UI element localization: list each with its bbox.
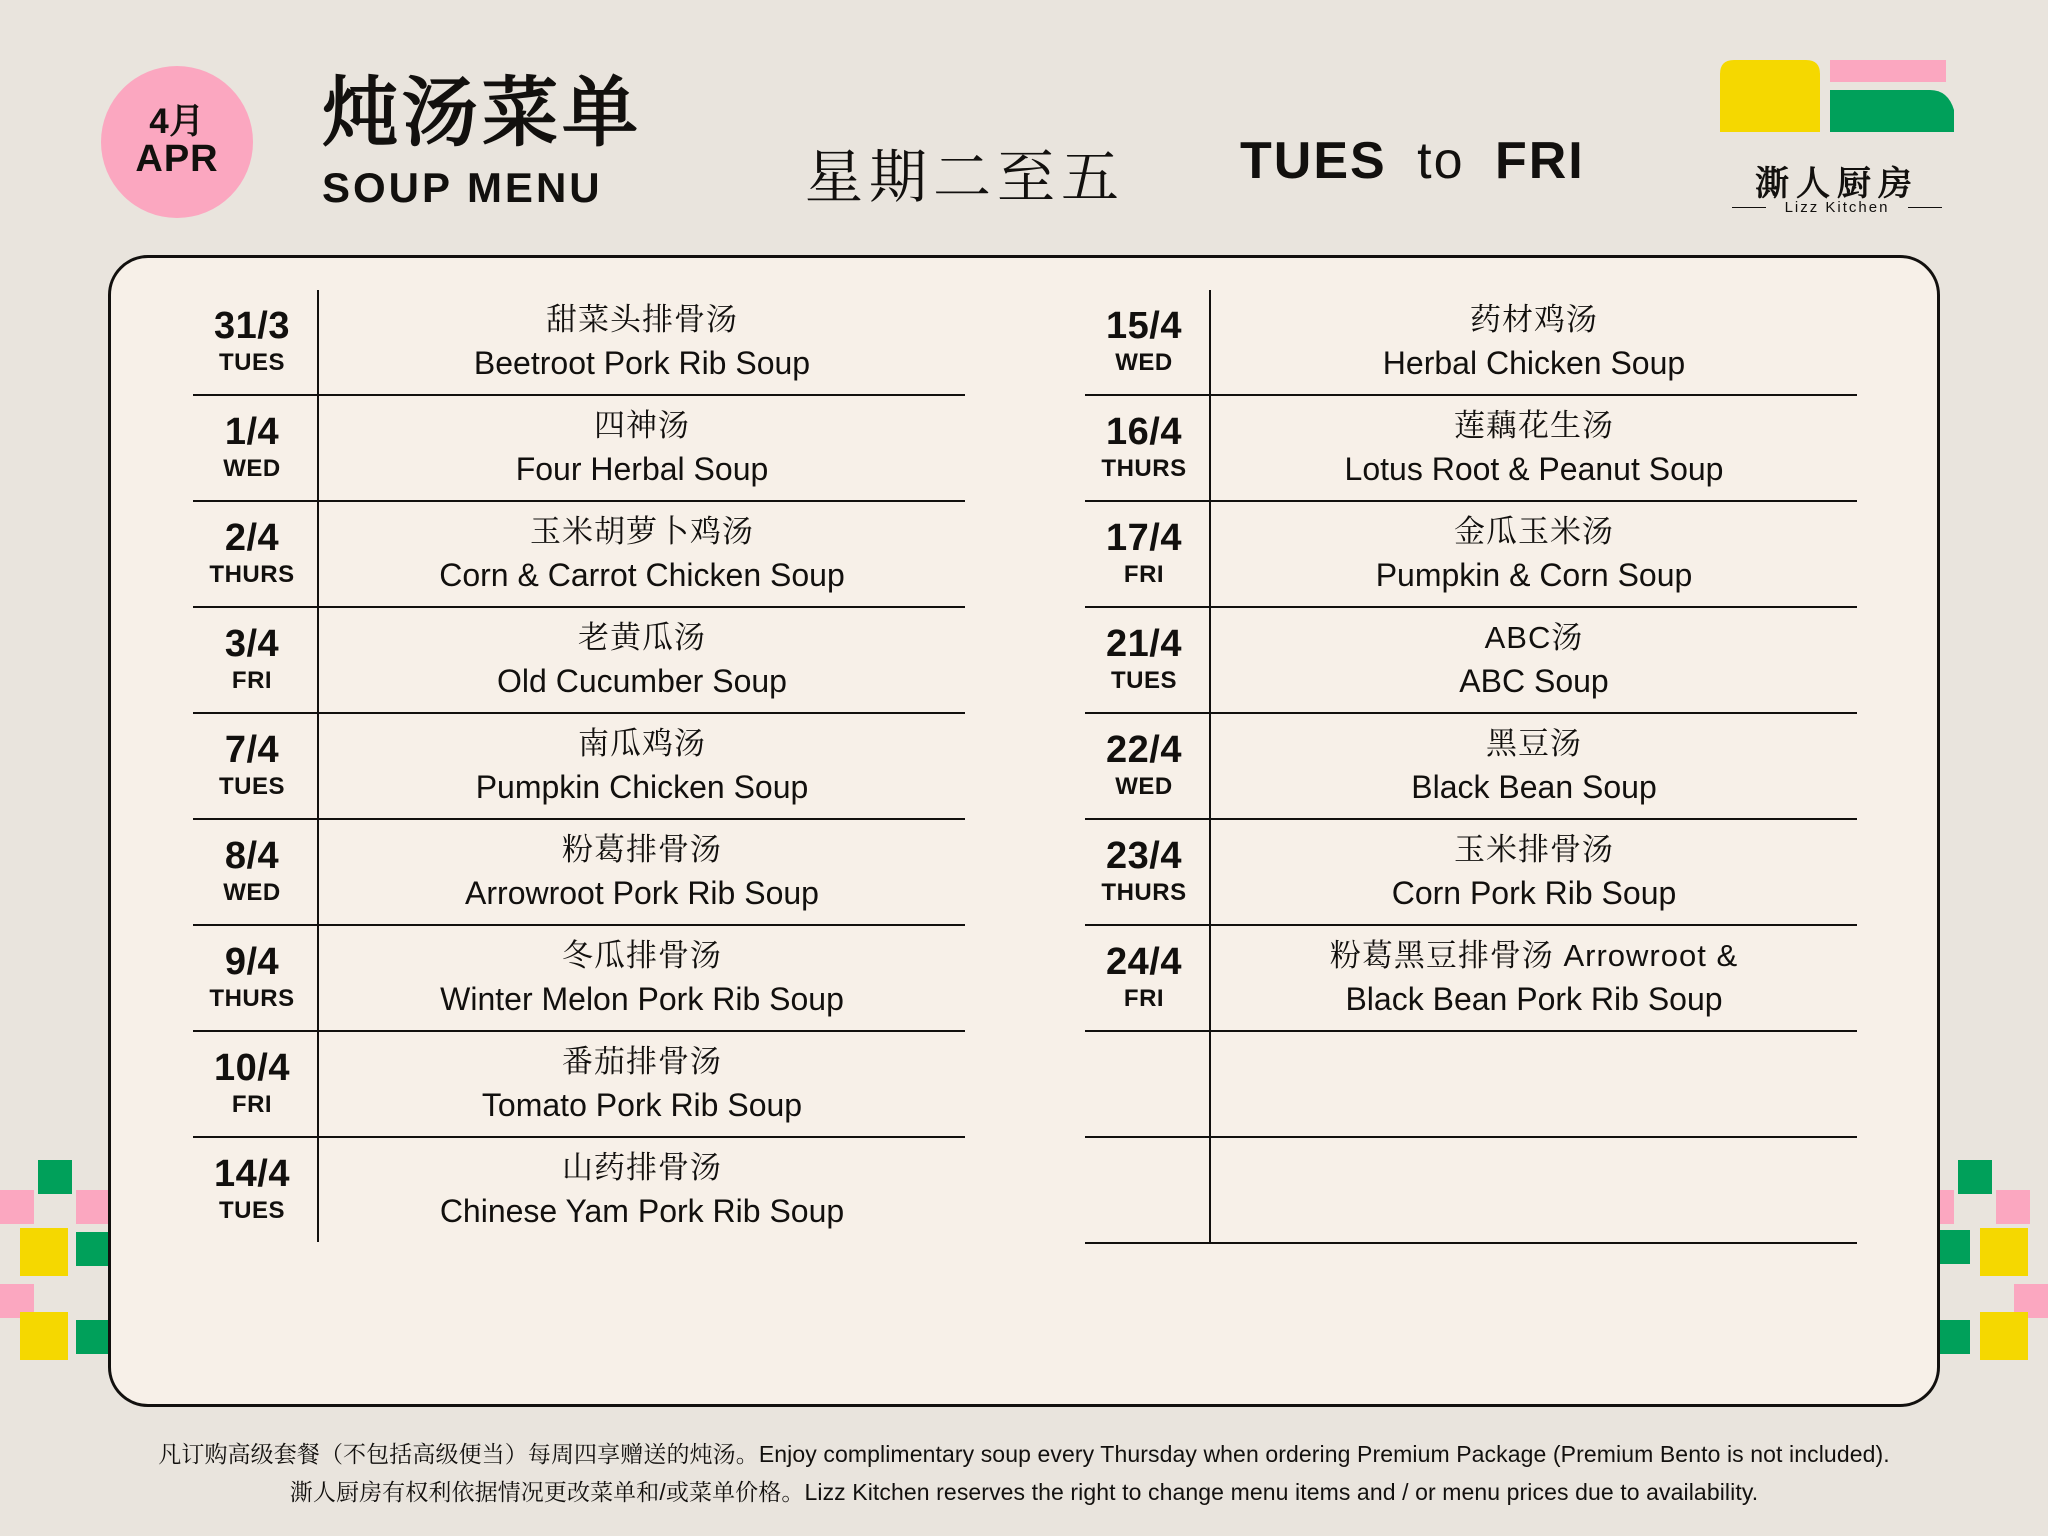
date-number: 3/4 (224, 623, 280, 666)
date-number: 15/4 (1106, 305, 1182, 348)
date-cell (1085, 290, 1211, 394)
soup-name-en: Four Herbal Soup (515, 450, 769, 487)
menu-columns (111, 258, 1937, 1404)
soup-name-cn: 玉米排骨汤 (1454, 832, 1614, 868)
date-cell (1085, 396, 1211, 500)
soup-cell (319, 502, 965, 606)
date-weekday: TUES (218, 348, 285, 376)
soup-name-cn: 粉葛排骨汤 (562, 832, 722, 868)
date-weekday: TUES (218, 772, 285, 800)
soup-name-en: Pumpkin & Corn Soup (1375, 556, 1693, 593)
date-weekday: FRI (231, 1090, 273, 1118)
menu-row-empty (1085, 1138, 1857, 1244)
menu-row (1085, 608, 1857, 714)
date-weekday: TUES (1110, 666, 1177, 694)
soup-cell (1211, 396, 1857, 500)
logo-name-cn: 澌人厨房 (1755, 165, 1919, 203)
menu-row (1085, 290, 1857, 396)
logo-mark-icon (1712, 56, 1962, 151)
date-number: 1/4 (224, 411, 280, 454)
date-number: 9/4 (224, 941, 280, 984)
soup-name-en: Beetroot Pork Rib Soup (473, 344, 811, 381)
logo-rule-right (1908, 207, 1942, 208)
date-number: 22/4 (1106, 729, 1182, 772)
date-cell (1085, 820, 1211, 924)
soup-name-cn: 黑豆汤 (1486, 726, 1582, 762)
soup-cell (319, 608, 965, 712)
soup-cell (319, 1138, 965, 1242)
date-weekday: WED (223, 454, 281, 482)
soup-name-cn: 粉葛黑豆排骨汤 Arrowroot & (1329, 938, 1739, 974)
date-weekday: THURS (209, 560, 295, 588)
date-weekday: FRI (1123, 560, 1165, 588)
soup-cell (319, 926, 965, 1030)
date-weekday: WED (1115, 772, 1173, 800)
date-cell (193, 926, 319, 1030)
soup-name-cn: ABC汤 (1484, 620, 1584, 656)
date-cell (1085, 714, 1211, 818)
soup-cell (319, 396, 965, 500)
date-number: 17/4 (1106, 517, 1182, 560)
date-number: 21/4 (1106, 623, 1182, 666)
soup-cell (1211, 608, 1857, 712)
soup-cell (1211, 1032, 1857, 1136)
date-cell (193, 820, 319, 924)
soup-name-en: Pumpkin Chicken Soup (475, 768, 809, 805)
month-badge-en: APR (135, 138, 219, 181)
footer-line-2: 澌人厨房有权利依据情况更改菜单和/或菜单价格。Lizz Kitchen reserves the right to change menu items and / or menu prices due to availability. (289, 1478, 1759, 1505)
month-badge (101, 66, 253, 218)
date-cell (1085, 926, 1211, 1030)
date-cell (193, 502, 319, 606)
soup-cell (1211, 502, 1857, 606)
soup-name-en: Black Bean Pork Rib Soup (1345, 980, 1723, 1017)
soup-name-en: Tomato Pork Rib Soup (481, 1086, 803, 1123)
page-title-en: SOUP MENU (322, 164, 603, 211)
soup-name-en: Corn & Carrot Chicken Soup (439, 556, 845, 593)
menu-row (193, 926, 965, 1032)
title-block (322, 71, 642, 212)
soup-name-en: Arrowroot Pork Rib Soup (465, 874, 819, 911)
menu-row (193, 714, 965, 820)
soup-cell (1211, 820, 1857, 924)
soup-cell (319, 820, 965, 924)
logo-name-en: Lizz Kitchen (1784, 199, 1890, 216)
date-weekday: FRI (231, 666, 273, 694)
menu-row (193, 290, 965, 396)
soup-cell (1211, 926, 1857, 1030)
soup-name-cn: 玉米胡萝卜鸡汤 (530, 514, 754, 550)
soup-name-en: Black Bean Soup (1411, 768, 1657, 805)
menu-card (108, 255, 1940, 1407)
day-range-cn: 星期二至五 (805, 145, 1126, 210)
menu-row (1085, 502, 1857, 608)
date-number: 31/3 (214, 305, 290, 348)
month-badge-cn: 4月 (149, 101, 205, 141)
day-range-en (1240, 131, 1585, 191)
soup-name-cn: 甜菜头排骨汤 (546, 302, 738, 338)
soup-name-cn: 南瓜鸡汤 (578, 726, 706, 762)
date-cell (1085, 608, 1211, 712)
soup-name-en: Winter Melon Pork Rib Soup (440, 980, 844, 1017)
day-range-en-start: TUES (1240, 132, 1387, 190)
menu-column-right (1010, 258, 1937, 1404)
footer-disclaimer (0, 1436, 2048, 1512)
soup-name-en: Old Cucumber Soup (497, 662, 787, 699)
menu-row (193, 608, 965, 714)
soup-name-cn: 药材鸡汤 (1470, 302, 1598, 338)
soup-cell (1211, 714, 1857, 818)
brand-logo (1712, 56, 1962, 224)
page-title-cn: 炖汤菜单 (322, 71, 642, 156)
date-number: 8/4 (224, 835, 280, 878)
date-cell (193, 608, 319, 712)
soup-name-cn: 金瓜玉米汤 (1454, 514, 1614, 550)
menu-row (193, 1138, 965, 1242)
date-number: 24/4 (1106, 941, 1182, 984)
menu-row (193, 396, 965, 502)
date-cell (193, 1138, 319, 1242)
soup-cell (1211, 1138, 1857, 1242)
soup-name-en: ABC Soup (1459, 662, 1609, 699)
date-weekday: WED (1115, 348, 1173, 376)
menu-row (193, 502, 965, 608)
soup-cell (319, 290, 965, 394)
date-cell (193, 1032, 319, 1136)
day-range-en-connector: to (1417, 132, 1465, 190)
date-number: 10/4 (214, 1047, 290, 1090)
date-weekday: FRI (1123, 984, 1165, 1012)
date-number: 14/4 (214, 1153, 290, 1196)
soup-cell (319, 714, 965, 818)
menu-row (1085, 820, 1857, 926)
day-range-en-end: FRI (1494, 132, 1585, 190)
date-weekday: WED (223, 878, 281, 906)
soup-name-en: Herbal Chicken Soup (1382, 344, 1686, 381)
menu-row (1085, 714, 1857, 820)
soup-name-en: Lotus Root & Peanut Soup (1344, 450, 1724, 487)
date-cell (1085, 1032, 1211, 1136)
date-number: 16/4 (1106, 411, 1182, 454)
menu-row (193, 1032, 965, 1138)
date-number: 7/4 (224, 729, 280, 772)
soup-name-en: Corn Pork Rib Soup (1391, 874, 1677, 911)
menu-row (1085, 396, 1857, 502)
soup-name-cn: 山药排骨汤 (562, 1150, 722, 1186)
date-number: 23/4 (1106, 835, 1182, 878)
date-cell (193, 714, 319, 818)
date-weekday: THURS (1101, 454, 1187, 482)
soup-name-cn: 四神汤 (594, 408, 690, 444)
date-cell (193, 396, 319, 500)
soup-name-cn: 莲藕花生汤 (1454, 408, 1614, 444)
page-header (0, 38, 2048, 228)
soup-name-en: Chinese Yam Pork Rib Soup (439, 1192, 845, 1229)
date-weekday: THURS (1101, 878, 1187, 906)
date-cell (193, 290, 319, 394)
menu-column-left (111, 258, 1010, 1404)
menu-row (193, 820, 965, 926)
soup-cell (319, 1032, 965, 1136)
date-cell (1085, 502, 1211, 606)
menu-row (1085, 926, 1857, 1032)
footer-line-1: 凡订购高级套餐（不包括高级便当）每周四享赠送的炖汤。Enjoy complimentary soup every Thursday when ordering Premium Package (Premium Bento is not included). (158, 1441, 1890, 1467)
menu-row-empty (1085, 1032, 1857, 1138)
soup-name-cn: 番茄排骨汤 (562, 1044, 722, 1080)
date-weekday: TUES (218, 1196, 285, 1224)
date-number: 2/4 (224, 517, 280, 560)
soup-name-cn: 冬瓜排骨汤 (562, 938, 722, 974)
soup-cell (1211, 290, 1857, 394)
date-cell (1085, 1138, 1211, 1242)
soup-name-cn: 老黄瓜汤 (578, 620, 706, 656)
date-weekday: THURS (209, 984, 295, 1012)
